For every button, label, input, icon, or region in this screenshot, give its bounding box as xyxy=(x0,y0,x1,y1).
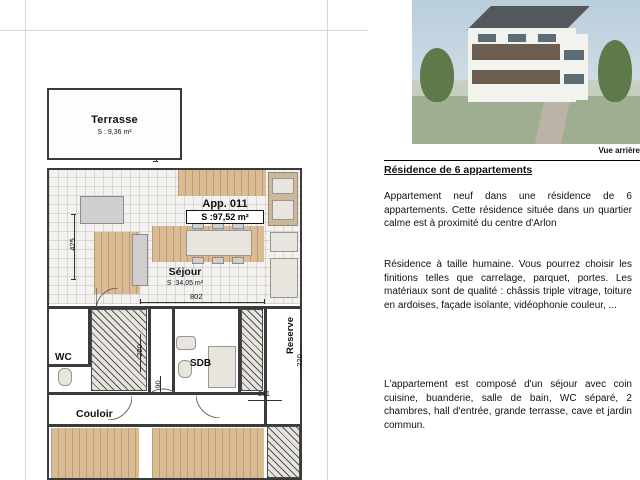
dining-chair xyxy=(192,257,204,264)
couloir-label: Couloir xyxy=(76,408,113,420)
page-guide-line xyxy=(25,0,26,480)
interior-wall xyxy=(148,306,151,394)
tree xyxy=(420,48,454,102)
wc-toilet xyxy=(58,368,72,386)
page-guide-line xyxy=(327,0,328,480)
image-caption: Vue arrière xyxy=(598,146,640,155)
description-paragraph-2: Résidence à taille humaine. Vous pourrez choisir les finitions telles que carrelage, parquet, portes. Les matériaux sont de qualité : châssis triple vitrage, toiture en ardoises, façade isolante, vidéophonie couleur, ... xyxy=(384,259,632,311)
window xyxy=(508,34,526,42)
info-panel xyxy=(384,0,640,480)
dining-chair xyxy=(232,257,244,264)
parquet-zone xyxy=(152,428,264,478)
door-swing-icon xyxy=(196,394,220,418)
parquet-zone xyxy=(51,428,139,478)
dimension-line xyxy=(140,302,264,303)
dimension-wc-depth: 220 xyxy=(134,344,144,357)
parquet-zone xyxy=(178,170,266,196)
dimension-tick xyxy=(153,161,158,162)
service-shaft xyxy=(241,309,263,391)
dimension-tick xyxy=(71,214,76,215)
dimension-tick xyxy=(71,279,76,280)
page-guide-line xyxy=(0,30,368,31)
dining-chair xyxy=(212,257,224,264)
tree xyxy=(598,40,632,102)
building-render-image xyxy=(412,0,640,144)
dimension-line xyxy=(248,400,282,401)
wc-label: WC xyxy=(55,352,72,363)
dimension-tick xyxy=(140,299,141,304)
door-swing-icon xyxy=(96,288,122,310)
dimension-sejour-width: 802 xyxy=(190,292,203,301)
kitchen-cabinet xyxy=(270,258,298,298)
dimension-tick xyxy=(264,299,265,304)
dimension-left-height: 425 xyxy=(67,238,77,251)
terrasse-area: S : 9,36 m² xyxy=(97,129,132,136)
dimension-couloir-width: 90 xyxy=(153,380,163,389)
sejour-label: Séjour xyxy=(168,266,202,278)
description-paragraph-3: L'appartement est composé d'un séjour avec coin cuisine, buanderie, salle de bain, WC séparé, 2 chambres, hall d'entrée, grande terrasse, cave et jardin commun. xyxy=(384,379,632,431)
sofa xyxy=(80,196,124,224)
armchair xyxy=(132,234,148,286)
dimension-reserve-depth: 220 xyxy=(294,354,304,367)
ground xyxy=(412,96,640,144)
window xyxy=(538,34,556,42)
sdb-label: SDB xyxy=(190,358,212,369)
interior-wall xyxy=(49,424,300,427)
section-divider xyxy=(384,160,640,161)
terrasse-label: Terrasse xyxy=(91,114,138,126)
dimension-reserve-width: 211 xyxy=(258,389,270,398)
apartment-title: App. 011 xyxy=(202,198,248,210)
roof xyxy=(456,6,590,30)
description-paragraph-1: Appartement neuf dans une résidence de 6 appartements. Cette résidence située dans un quartier calme est à proximité du centre d'Arlon xyxy=(384,191,632,229)
balcony-band xyxy=(472,44,568,60)
sink xyxy=(176,336,196,350)
service-shaft xyxy=(267,426,300,478)
interior-wall xyxy=(49,392,267,395)
interior-wall xyxy=(49,364,91,367)
window xyxy=(564,74,584,84)
bathtub xyxy=(208,346,236,388)
window xyxy=(478,34,496,42)
side-wing xyxy=(560,34,588,100)
sejour-area: S :34,05 m² xyxy=(166,280,204,287)
interior-wall xyxy=(264,306,267,426)
apartment-surface: S :97,52 m² xyxy=(186,210,264,224)
kitchen-sink xyxy=(270,232,298,252)
balcony-band xyxy=(472,70,568,84)
window xyxy=(564,50,584,60)
room-terrasse xyxy=(47,88,182,160)
dining-table xyxy=(186,230,252,256)
residence-title: Résidence de 6 appartements xyxy=(384,164,533,176)
reserve-label: Reserve xyxy=(284,317,296,354)
kitchen-appliance xyxy=(272,178,294,194)
